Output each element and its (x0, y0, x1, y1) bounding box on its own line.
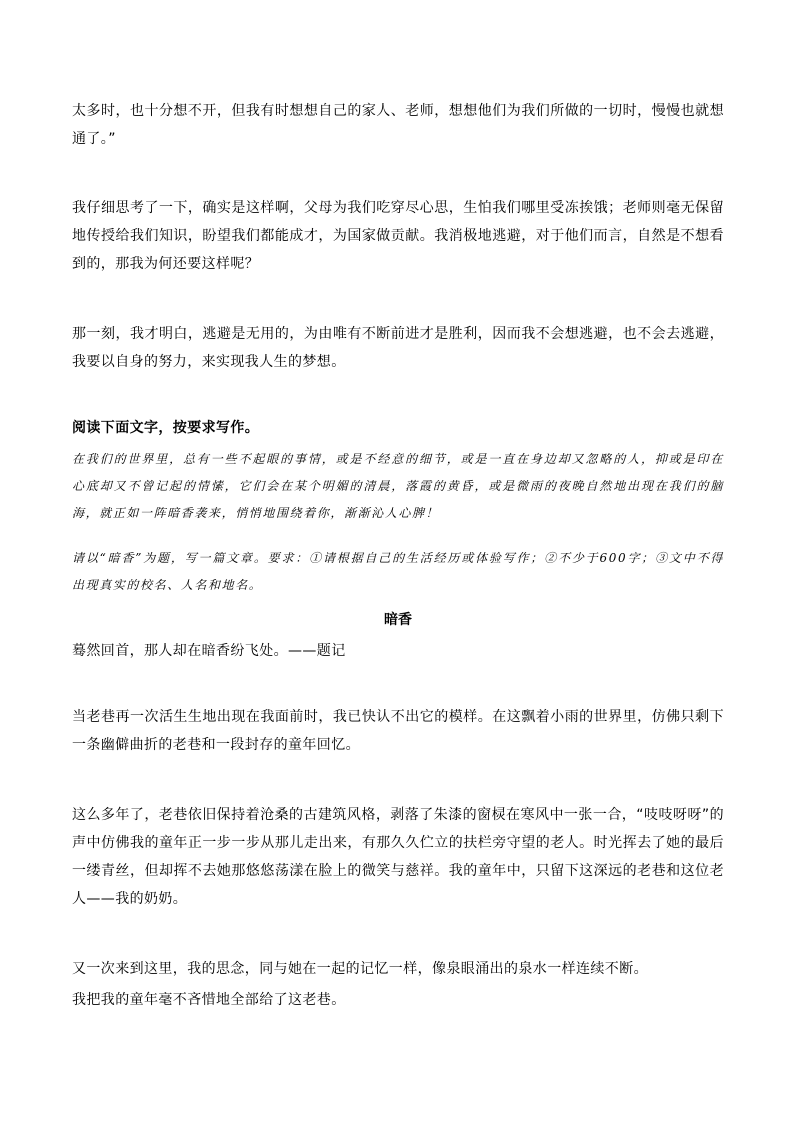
essay-paragraph-4: 我把我的童年毫不吝惜地全部给了这老巷。 (72, 992, 346, 1008)
task-prompt: 在我们的世界里，总有一些不起眼的事情，或是不经意的细节，或是一直在身边却又忽略的人，抑或是印在心底却又不曾记起的情愫，它们会在某个明媚的清晨，落霞的黄昏，或是微雨的夜晚自然地出现在我们的脑海，就正如一阵暗香袭来，悄悄地围绕着你，渐渐沁人心脾！ (72, 452, 724, 520)
task-requirement: 请以“暗香”为题，写一篇文章。要求：①请根据自己的生活经历或体验写作；②不少于600字；③文中不得出现真实的校名、人名和地名。 (72, 551, 724, 592)
paragraph-3: 那一刻，我才明白，逃避是无用的，为由唯有不断前进才是胜利，因而我不会想逃避，也不会去逃避，我要以自身的努力，来实现我人生的梦想。 (72, 326, 724, 370)
essay-paragraph-2: 这么多年了，老巷依旧保持着沧桑的古建筑风格，剥落了朱漆的窗棂在寒风中一张一合，“吱吱呀呀”的声中仿佛我的童年正一步一步从那儿走出来，有那久久伫立的扶栏旁守望的老人。时光挥去了她的最后一缕青丝，但却挥不去她那悠悠荡漾在脸上的微笑与慈祥。我的童年中，只留下这深远的老巷和这位老人——我的奶奶。 (72, 807, 724, 907)
essay-title: 暗香 (384, 612, 412, 628)
paragraph-1: 太多时，也十分想不开，但我有时想想自己的家人、老师，想想他们为我们所做的一切时，慢慢也就想通了。” (72, 103, 724, 147)
paragraph-2: 我仔细思考了一下，确实是这样啊，父母为我们吃穿尽心思，生怕我们哪里受冻挨饿；老师则毫无保留地传授给我们知识，盼望我们都能成才，为国家做贡献。我消极地逃避，对于他们而言，自然是不想看到的，那我为何还要这样呢？ (72, 200, 724, 272)
essay-epigraph: 蓦然回首，那人却在暗香纷飞处。——题记 (72, 643, 346, 659)
essay-paragraph-1: 当老巷再一次活生生地出现在我面前时，我已快认不出它的模样。在这飘着小雨的世界里，仿佛只剩下一条幽僻曲折的老巷和一段封存的童年回忆。 (72, 709, 724, 753)
essay-paragraph-3: 又一次来到这里，我的思念，同与她在一起的记忆一样，像泉眼涌出的泉水一样连续不断。 (72, 961, 648, 977)
task-heading: 阅读下面文字，按要求写作。 (72, 420, 260, 436)
